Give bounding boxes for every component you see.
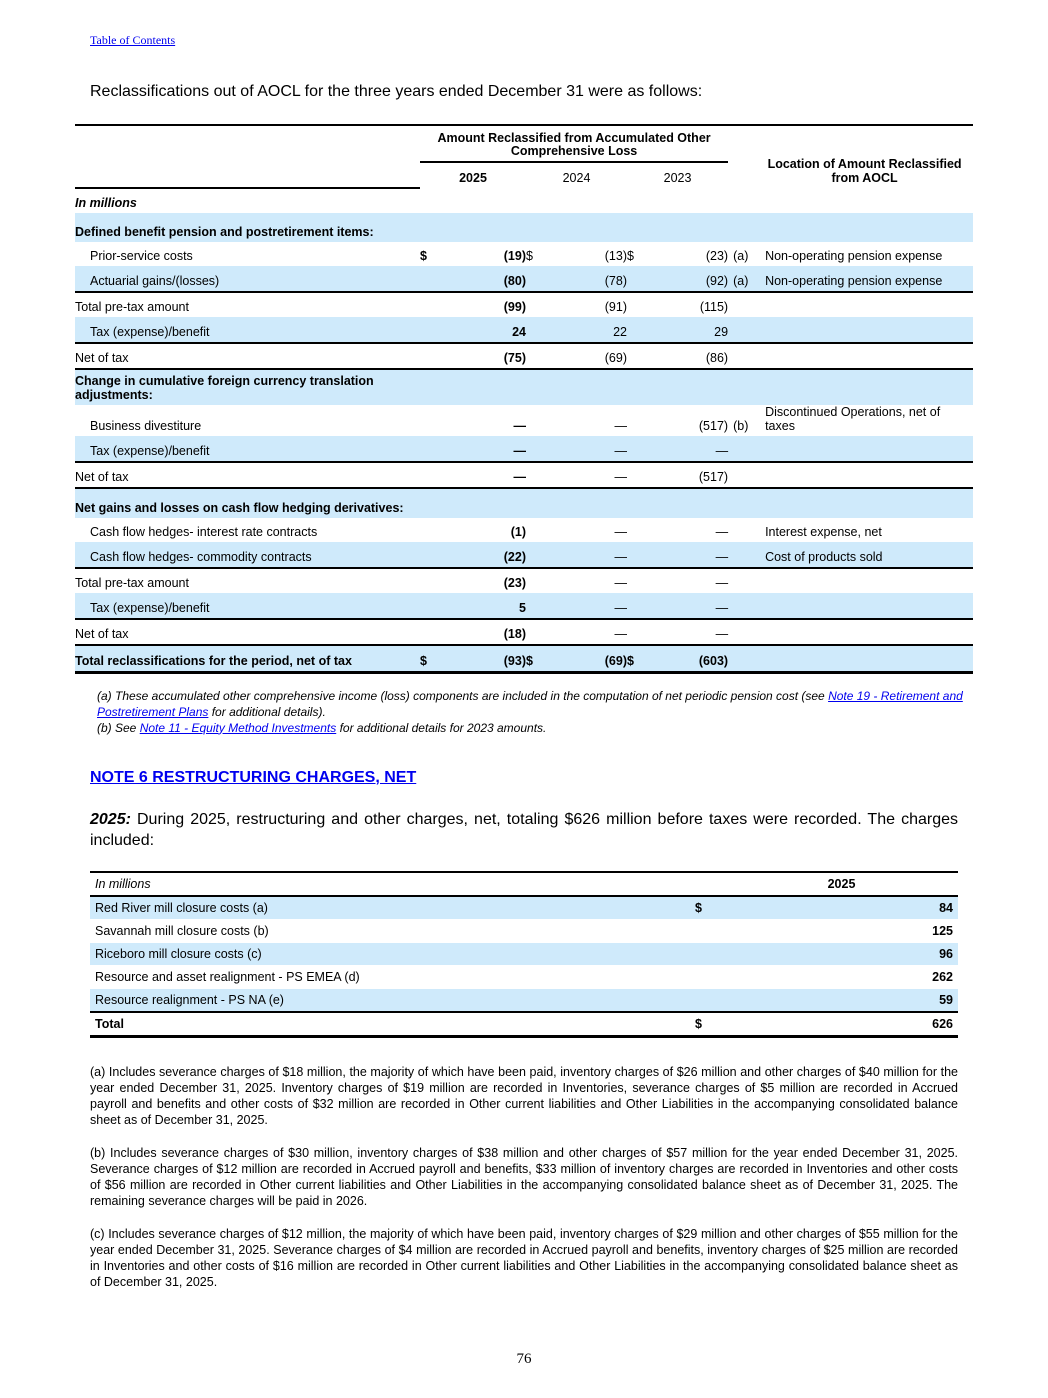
intro-text: Reclassifications out of AOCL for the three years ended December 31 were as follows: xyxy=(90,83,703,100)
row-label: Red River mill closure costs (a) xyxy=(90,896,690,920)
footnote-ref xyxy=(728,213,756,242)
dollar-sign xyxy=(420,266,432,292)
dollar-sign xyxy=(526,462,538,489)
value-2024 xyxy=(538,188,627,214)
table-of-contents-link[interactable]: Table of Contents xyxy=(90,33,176,47)
dollar-sign xyxy=(526,568,538,594)
dollar-sign xyxy=(627,188,639,214)
row-label: Defined benefit pension and postretirement items: xyxy=(75,213,420,242)
dollar-sign xyxy=(420,369,432,405)
value-2023: — xyxy=(715,525,729,539)
row-label: Net of tax xyxy=(75,462,420,489)
location xyxy=(756,292,973,318)
restructuring-paragraph xyxy=(90,809,958,851)
dollar-sign xyxy=(627,619,639,646)
year-header: 2025 xyxy=(690,872,958,896)
dollar-sign xyxy=(627,266,639,292)
location: Non-operating pension expense xyxy=(765,249,943,263)
value-2025: 96 xyxy=(720,942,958,965)
dollar-sign xyxy=(627,369,639,405)
value-2023: — xyxy=(639,593,728,619)
footnote-a xyxy=(97,688,967,720)
table-row xyxy=(75,266,973,292)
footnote-b-text: (b) See xyxy=(97,720,140,735)
dollar-sign xyxy=(420,317,432,343)
table-row xyxy=(90,988,958,1012)
value-2025 xyxy=(432,188,526,214)
location xyxy=(756,369,973,405)
restructuring-text: During 2025, restructuring and other charges, net, totaling $626 million before taxes were recorded. The charges included: xyxy=(90,810,958,849)
value-2024: — xyxy=(538,619,627,646)
dollar-sign xyxy=(526,369,538,405)
row-label: Riceboro mill closure costs (c) xyxy=(90,942,690,965)
value-2024: — xyxy=(538,593,627,619)
footnote-ref xyxy=(728,436,756,462)
value-2025: 59 xyxy=(720,988,958,1012)
footnote-ref: (a) xyxy=(733,249,749,263)
value-2025: (99) xyxy=(432,292,526,318)
row-label: Tax (expense)/benefit xyxy=(75,593,420,619)
dollar-sign xyxy=(526,343,538,370)
aocl-reclassification-table xyxy=(75,124,973,674)
value-2024: 22 xyxy=(538,317,627,343)
footnote-a-tail: for additional details). xyxy=(208,704,326,719)
value-2024: — xyxy=(614,419,627,433)
restructuring-footnote: (b) Includes severance charges of $30 million, inventory charges of $38 million and other charges of $57 million for the year ended December 31, 2025. Severance charges of $12 million are recorded in Accrued payroll and benefits, $33 million of inventory charges are recorded in Inventories and other costs of $56 million are recorded in Other current liabilities and Other Liabilities in the accompanying consolidated balance sheet as of December 31, 2025. The remaining severance charges will be paid in 2026. xyxy=(90,1145,958,1208)
total-label: Total xyxy=(90,1012,690,1037)
dollar-sign xyxy=(526,188,538,214)
location xyxy=(756,645,973,672)
value-2023 xyxy=(639,488,728,518)
location: Discontinued Operations, net of taxes xyxy=(765,405,941,433)
value-2025: — xyxy=(432,462,526,489)
table-row xyxy=(75,518,973,543)
table-row xyxy=(75,645,973,672)
value-2023: 29 xyxy=(639,317,728,343)
value-2023: (517) xyxy=(698,419,729,433)
value-2023 xyxy=(639,369,728,405)
value-2025: (19) xyxy=(503,249,526,263)
total-value: 626 xyxy=(720,1012,958,1037)
footnote-ref xyxy=(728,462,756,489)
value-2024 xyxy=(538,369,627,405)
row-label: Tax (expense)/benefit xyxy=(75,436,420,462)
row-label: Net of tax xyxy=(75,343,420,370)
table-row xyxy=(75,292,973,318)
footnote-ref xyxy=(728,542,756,568)
value-2023: (92) xyxy=(639,266,728,292)
table-row xyxy=(75,488,973,518)
value-2025: — xyxy=(432,436,526,462)
value-2025: 125 xyxy=(720,919,958,942)
value-2025: 5 xyxy=(432,593,526,619)
table-row xyxy=(75,542,973,568)
value-2023: — xyxy=(639,542,728,568)
value-2023: (603) xyxy=(639,645,728,672)
dollar-sign xyxy=(420,436,432,462)
dollar-sign xyxy=(526,518,538,543)
footnote-b-tail: for additional details for 2023 amounts. xyxy=(336,720,547,735)
footnote-ref xyxy=(728,645,756,672)
dollar-sign xyxy=(526,317,538,343)
dollar-sign xyxy=(627,343,639,370)
footnote-b xyxy=(97,720,967,736)
value-2025: (93) xyxy=(432,645,526,672)
dollar-sign xyxy=(627,213,639,242)
value-2025: 24 xyxy=(432,317,526,343)
year-header-2025: 2025 xyxy=(459,170,487,185)
value-2024: — xyxy=(538,568,627,594)
row-label: Business divestiture xyxy=(90,419,202,433)
row-label: Prior-service costs xyxy=(90,249,193,263)
footnote-ref xyxy=(728,343,756,370)
value-2025: (1) xyxy=(510,525,526,539)
dollar-sign xyxy=(627,518,639,543)
footnote-ref xyxy=(728,188,756,214)
dollar-sign xyxy=(627,317,639,343)
dollar-sign xyxy=(526,488,538,518)
dollar-sign xyxy=(627,542,639,568)
row-label: Total pre-tax amount xyxy=(75,568,420,594)
footnote-ref xyxy=(728,568,756,594)
row-label: Net of tax xyxy=(75,619,420,646)
page-number: 76 xyxy=(516,1350,532,1367)
value-2023: — xyxy=(639,619,728,646)
dollar-sign: $ xyxy=(526,249,533,263)
row-label: Actuarial gains/(losses) xyxy=(75,266,420,292)
dollar-sign xyxy=(690,942,720,965)
location: Cost of products sold xyxy=(756,542,973,568)
dollar-sign xyxy=(627,568,639,594)
total-row xyxy=(90,1012,958,1037)
dollar-sign xyxy=(627,405,639,436)
restructuring-footnote: (c) Includes severance charges of $12 million, the majority of which have been paid, inventory charges of $29 million and other charges of $55 million for the year ended December 31, 2025. Severance charges of $4 million are recorded in Accrued payroll and benefits, inventory charges of $25 million are recorded in Inventories and other costs of $16 million are recorded in Other current liabilities and Other Liabilities in the accompanying consolidated balance sheet as of December 31, 2025. xyxy=(90,1226,958,1289)
dollar-sign xyxy=(420,405,432,436)
table-row xyxy=(90,919,958,942)
dollar-sign: $ xyxy=(627,645,639,672)
location xyxy=(756,317,973,343)
value-2024: (78) xyxy=(538,266,627,292)
table-row xyxy=(75,405,973,436)
dollar-sign xyxy=(526,542,538,568)
row-label: Savannah mill closure costs (b) xyxy=(90,919,690,942)
year-lead: 2025: xyxy=(90,810,131,828)
dollar-sign: $ xyxy=(690,896,720,920)
dollar-sign xyxy=(526,436,538,462)
dollar-sign: $ xyxy=(526,645,538,672)
footnote-a-text: (a) These accumulated other comprehensive income (loss) components are included in the computation of net periodic pension cost (see xyxy=(97,688,829,703)
year-header-2024: 2024 xyxy=(562,170,591,185)
row-label: In millions xyxy=(75,196,137,210)
value-2023: (23) xyxy=(705,249,729,263)
location xyxy=(756,462,973,489)
dollar-sign xyxy=(526,405,538,436)
value-2024: (69) xyxy=(538,645,627,672)
footnote-ref: (b) xyxy=(733,419,749,433)
value-2025: (22) xyxy=(432,542,526,568)
value-2024: — xyxy=(538,542,627,568)
location xyxy=(756,213,973,242)
dollar-sign xyxy=(690,919,720,942)
dollar-sign xyxy=(627,488,639,518)
footnote-ref xyxy=(728,593,756,619)
value-2024: (91) xyxy=(538,292,627,318)
value-2024 xyxy=(538,213,627,242)
row-label: Cash flow hedges- commodity contracts xyxy=(75,542,420,568)
value-2023 xyxy=(639,213,728,242)
note-11-link[interactable]: Note 11 - Equity Method Investments xyxy=(139,720,337,735)
table-row xyxy=(90,942,958,965)
value-2024 xyxy=(538,488,627,518)
dollar-sign xyxy=(420,568,432,594)
dollar-sign xyxy=(627,436,639,462)
table-row xyxy=(75,436,973,462)
value-2023: (115) xyxy=(639,292,728,318)
dollar-sign xyxy=(420,292,432,318)
table-row xyxy=(90,965,958,988)
value-2025: 84 xyxy=(720,896,958,920)
location xyxy=(756,619,973,646)
dollar-sign xyxy=(627,593,639,619)
row-label: Resource realignment - PS NA (e) xyxy=(90,988,690,1012)
dollar-sign xyxy=(420,343,432,370)
dollar-sign xyxy=(420,488,432,518)
footnote-ref xyxy=(728,317,756,343)
table-row xyxy=(75,317,973,343)
dollar-sign xyxy=(420,542,432,568)
table-row xyxy=(75,369,973,405)
table-row xyxy=(75,593,973,619)
table-row xyxy=(75,213,973,242)
value-2024: (69) xyxy=(538,343,627,370)
table-row xyxy=(90,896,958,920)
location xyxy=(756,593,973,619)
value-2025: (18) xyxy=(432,619,526,646)
dollar-sign xyxy=(420,462,432,489)
table-row xyxy=(75,568,973,594)
value-2023 xyxy=(639,188,728,214)
value-2023: — xyxy=(639,436,728,462)
row-label: Resource and asset realignment - PS EMEA (d) xyxy=(90,965,690,988)
value-2023: (517) xyxy=(639,462,728,489)
footnote-ref: (a) xyxy=(728,266,756,292)
footnote-ref xyxy=(728,619,756,646)
table-row xyxy=(75,242,973,267)
value-2025 xyxy=(432,488,526,518)
table-row xyxy=(75,462,973,489)
footnote-ref xyxy=(728,369,756,405)
location-header: Location of Amount Reclassified from AOCL xyxy=(767,156,962,185)
dollar-sign xyxy=(627,292,639,318)
dollar-sign xyxy=(420,213,432,242)
value-2023: — xyxy=(639,568,728,594)
location xyxy=(756,343,973,370)
dollar-sign xyxy=(690,988,720,1012)
row-label: Total pre-tax amount xyxy=(75,292,420,318)
dollar-sign xyxy=(420,188,432,214)
table-row xyxy=(75,188,973,214)
value-2025: (80) xyxy=(432,266,526,292)
dollar-sign xyxy=(526,593,538,619)
dollar-sign: $ xyxy=(690,1012,720,1037)
dollar-sign: $ xyxy=(627,249,634,263)
units-label: In millions xyxy=(90,872,690,896)
value-2024: — xyxy=(538,436,627,462)
value-2025 xyxy=(432,213,526,242)
dollar-sign xyxy=(526,266,538,292)
dollar-sign xyxy=(526,619,538,646)
group-header: Amount Reclassified from Accumulated Other Comprehensive Loss xyxy=(420,125,728,162)
value-2025: (23) xyxy=(432,568,526,594)
dollar-sign xyxy=(690,965,720,988)
restructuring-footnote: (a) Includes severance charges of $18 million, the majority of which have been paid, inventory charges of $26 million and other charges of $40 million for the year ended December 31, 2025. Inventory charges of $19 million are recorded in Inventories, severance charges of $5 million are recorded in Accrued payroll and benefits and other costs of $32 million are recorded in Other current liabilities and Other Liabilities in the accompanying consolidated balance sheet as of December 31, 2025. xyxy=(90,1064,958,1127)
note-19-link[interactable]: Note 19 - Retirement and Postretirement Plans xyxy=(97,688,963,719)
row-label: Total reclassifications for the period, net of tax xyxy=(75,645,420,672)
table-row xyxy=(75,343,973,370)
location xyxy=(756,488,973,518)
dollar-sign: $ xyxy=(420,249,427,263)
value-2023: (86) xyxy=(639,343,728,370)
dollar-sign xyxy=(526,292,538,318)
dollar-sign: $ xyxy=(420,645,432,672)
footnote-ref xyxy=(728,488,756,518)
value-2024: (13) xyxy=(604,249,627,263)
dollar-sign xyxy=(420,518,432,543)
dollar-sign xyxy=(420,619,432,646)
row-label: Tax (expense)/benefit xyxy=(75,317,420,343)
value-2024: — xyxy=(614,525,627,539)
restructuring-charges-table xyxy=(90,871,958,1038)
dollar-sign xyxy=(627,462,639,489)
table-row xyxy=(75,619,973,646)
dollar-sign xyxy=(420,593,432,619)
value-2025: 262 xyxy=(720,965,958,988)
location: Interest expense, net xyxy=(765,525,882,539)
footnote-ref xyxy=(728,518,756,543)
location: Non-operating pension expense xyxy=(756,266,973,292)
value-2025: (75) xyxy=(432,343,526,370)
year-header-2023: 2023 xyxy=(663,170,692,185)
note-6-heading[interactable]: NOTE 6 RESTRUCTURING CHARGES, NET xyxy=(90,768,417,786)
row-label: Cash flow hedges- interest rate contracts xyxy=(90,525,318,539)
footnote-ref xyxy=(728,292,756,318)
value-2024: — xyxy=(538,462,627,489)
row-label: Change in cumulative foreign currency translation adjustments: xyxy=(75,369,420,405)
dollar-sign xyxy=(526,213,538,242)
value-2025 xyxy=(432,369,526,405)
location xyxy=(756,436,973,462)
value-2025: — xyxy=(513,419,526,433)
location xyxy=(756,568,973,594)
location xyxy=(756,188,973,214)
row-label: Net gains and losses on cash flow hedging derivatives: xyxy=(75,488,420,518)
